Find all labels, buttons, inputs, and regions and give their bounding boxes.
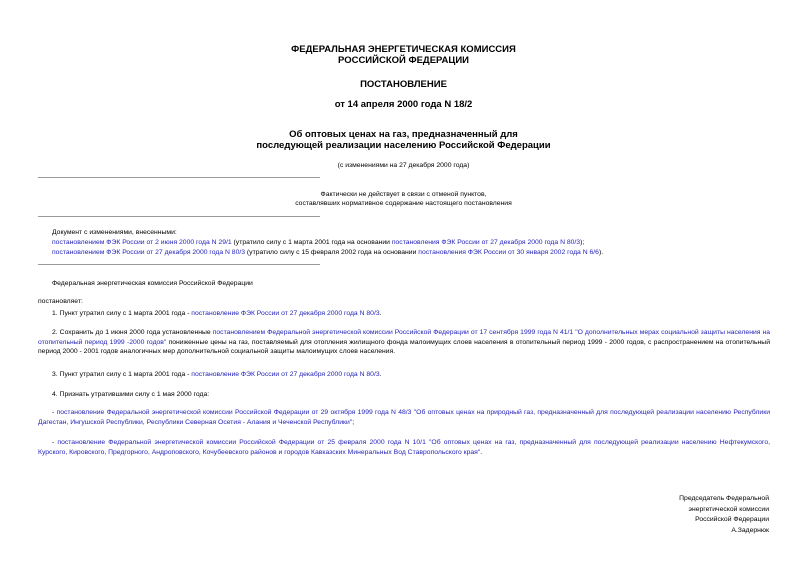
intro-text: Федеральная энергетическая комиссия Российской Федерации: [52, 280, 253, 287]
paragraph-4b-link[interactable]: постановление Федеральной энергетической комиссии Российской Федерации от 25 февраля 2000 года N 10/1 "Об оптовых ценах на газ, предназначенный для последующей реализации населению Нефтекумского, Курского, Кировского, Предгорного, Андроповского, Кочубеевского районов и городов Кавказских Минеральных Вод Ставропольского края": [38, 439, 770, 456]
paragraph-4b: [38, 438, 770, 457]
paragraph-3: [52, 370, 382, 379]
paragraph-4b-end: .: [480, 448, 483, 456]
divider: [38, 216, 320, 217]
signature-block: [679, 494, 769, 536]
paragraph-2-text: 2. Сохранить до 1 июня 2000 года установленные: [52, 329, 213, 336]
paragraph-3-link[interactable]: постановление ФЭК России от 27 декабря 2000 года N 80/3: [191, 371, 380, 378]
paragraph-4a-end: ;: [352, 418, 355, 426]
paragraph-2: [38, 328, 770, 357]
divider: [38, 264, 320, 265]
org-name-line1: ФЕДЕРАЛЬНАЯ ЭНЕРГЕТИЧЕСКАЯ КОМИССИЯ: [291, 44, 516, 55]
amendment-link[interactable]: постановлением ФЭК России от 2 июня 2000 года N 29/1: [52, 239, 232, 246]
status-note: [0, 190, 807, 208]
amendment-item: [52, 238, 584, 247]
amendment-end: ).: [598, 249, 604, 256]
signature-line3: Российской Федерации: [695, 516, 769, 523]
doc-title: [0, 129, 807, 151]
doc-type: ПОСТАНОВЛЕНИЕ: [360, 79, 447, 90]
amendment-end: );: [580, 239, 585, 246]
paragraph-1-link[interactable]: постановление ФЭК России от 27 декабря 2000 года N 80/3: [191, 310, 380, 317]
status-line2: составлявших нормативное содержание настоящего постановления: [295, 200, 512, 207]
amendment-basis-link[interactable]: постановления ФЭК России от 27 декабря 2000 года N 80/3: [391, 239, 581, 246]
paragraph-4a-link[interactable]: постановление Федеральной энергетической комиссии Российской Федерации от 29 октября 1999 года N 48/3 "Об оптовых ценах на природный газ, предназначенный для последующей реализации населению Республики Дагестан, Ингушской Республики, Республики Северная Осетия - Алания и Чеченской Республики": [38, 409, 771, 426]
paragraph-1-text: 1. Пункт утратил силу с 1 марта 2001 года -: [52, 310, 192, 317]
org-name-line2: РОССИЙСКОЙ ФЕДЕРАЦИИ: [337, 55, 469, 66]
signature-name: А.Задернюк: [731, 526, 769, 534]
amendment-item: [52, 248, 603, 257]
amendment-basis-link[interactable]: постановления ФЭК России от 30 января 2002 года N 6/6: [418, 249, 599, 256]
doc-date: от 14 апреля 2000 года N 18/2: [334, 99, 473, 110]
paragraph-2-link[interactable]: постановлением Федеральной энергетической комиссии Российской Федерации от 17 сентября 1999 года N 41/1 "О дополнительных мерах социальной защиты населения на отопительный период 1999 -2000 годов": [38, 329, 770, 346]
changes-note: (с изменениями на 27 декабря 2000 года): [337, 162, 470, 169]
paragraph-1: [52, 309, 382, 318]
paragraph-4a: [38, 408, 770, 427]
doc-title-line1: Об оптовых ценах на газ, предназначенный для: [289, 129, 518, 140]
amendment-text: (утратило силу с 1 марта 2001 года на основании: [231, 239, 392, 246]
doc-title-line2: последующей реализации населению Российской Федерации: [256, 140, 551, 151]
decides-text: постановляет:: [38, 298, 83, 305]
paragraph-3-end: .: [379, 371, 382, 378]
org-name: [0, 44, 807, 66]
amendments-heading: Документ с изменениями, внесенными:: [52, 229, 177, 236]
paragraph-2-end: пониженные цены на газ, поставляемый для отопления жилищного фонда малоимущих слоев населения в отопительный период 1999 - 2000 годов, с распространением на отопительный период 2000 - 2001 годов аналогичных мер дополнительной социальной защиты малоимущих слоев населения.: [38, 338, 770, 356]
paragraph-1-end: .: [379, 310, 382, 317]
amendment-text: (утратило силу с 15 февраля 2002 года на основании: [245, 249, 419, 256]
paragraph-4: 4. Признать утратившими силу с 1 мая 2000 года:: [52, 391, 210, 398]
paragraph-3-text: 3. Пункт утратил силу с 1 марта 2001 года -: [52, 371, 192, 378]
status-line1: Фактически не действует в связи с отменой пунктов,: [320, 191, 487, 198]
signature-line1: Председатель Федеральной: [679, 495, 769, 502]
divider: [38, 177, 320, 178]
paragraph-4a-dash: -: [52, 409, 57, 416]
paragraph-4b-dash: -: [52, 439, 58, 446]
signature-line2: энергетической комиссии: [688, 505, 769, 513]
amendment-link[interactable]: постановлением ФЭК России от 27 декабря 2000 года N 80/3: [52, 249, 246, 256]
